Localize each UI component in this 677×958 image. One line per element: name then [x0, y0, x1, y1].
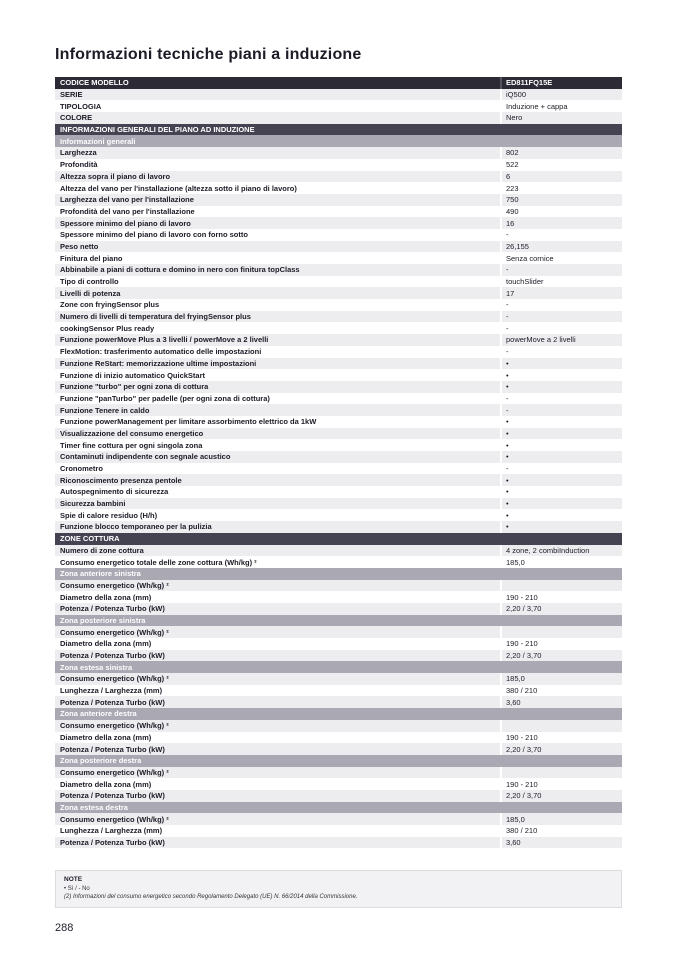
- spec-row: [55, 591, 622, 603]
- note-title: NOTE: [64, 876, 83, 884]
- spec-label: Potenza / Potenza Turbo (kW): [60, 697, 165, 707]
- spec-value: 16: [500, 217, 622, 229]
- spec-label: Profondità: [60, 160, 98, 170]
- spec-label: Potenza / Potenza Turbo (kW): [60, 791, 165, 801]
- subsection-header-row: Zona estesa destra: [55, 802, 622, 814]
- spec-value: -: [500, 463, 622, 475]
- spec-label: Consumo energetico totale delle zone cottura (Wh/kg) ²: [60, 557, 257, 567]
- spec-value: 190 - 210: [500, 732, 622, 744]
- spec-value: 2,20 / 3,70: [500, 790, 622, 802]
- spec-label: Tipo di controllo: [60, 277, 119, 287]
- spec-row: [55, 650, 622, 662]
- spec-label: TIPOLOGIA: [60, 101, 102, 111]
- spec-row: [55, 381, 622, 393]
- spec-value: [500, 720, 622, 732]
- spec-row: [55, 287, 622, 299]
- spec-label: Funzione powerManagement per limitare assorbimento elettrico da 1kW: [60, 417, 317, 427]
- spec-value: 3,60: [500, 696, 622, 708]
- spec-value: 190 - 210: [500, 638, 622, 650]
- page-title: Informazioni tecniche piani a induzione: [55, 46, 362, 63]
- page-number: 288: [55, 922, 74, 934]
- spec-row: [55, 521, 622, 533]
- spec-value: •: [500, 521, 622, 533]
- spec-label: cookingSensor Plus ready: [60, 323, 155, 333]
- spec-row: [55, 498, 622, 510]
- spec-row: [55, 837, 622, 849]
- spec-label: Altezza sopra il piano di lavoro: [60, 171, 171, 181]
- spec-row: [55, 451, 622, 463]
- spec-label: Potenza / Potenza Turbo (kW): [60, 838, 165, 848]
- spec-value: •: [500, 474, 622, 486]
- spec-label: Potenza / Potenza Turbo (kW): [60, 651, 165, 661]
- spec-value: 185,0: [500, 556, 622, 568]
- spec-label: Numero di livelli di temperatura del fryingSensor plus: [60, 312, 251, 322]
- spec-value: •: [500, 428, 622, 440]
- spec-row: [55, 311, 622, 323]
- spec-row: [55, 720, 622, 732]
- spec-label: Livelli di potenza: [60, 288, 121, 298]
- spec-label: Timer fine cottura per ogni singola zona: [60, 440, 203, 450]
- spec-value: 380 / 210: [500, 685, 622, 697]
- spec-row: [55, 825, 622, 837]
- spec-row: [55, 743, 622, 755]
- spec-label: FlexMotion: trasferimento automatico delle impostazioni: [60, 347, 262, 357]
- spec-value: •: [500, 451, 622, 463]
- spec-label: Finitura del piano: [60, 253, 123, 263]
- spec-row: [55, 147, 622, 159]
- spec-value: •: [500, 509, 622, 521]
- spec-label: Funzione Tenere in caldo: [60, 405, 150, 415]
- spec-row: [55, 685, 622, 697]
- spec-label: Numero di zone cottura: [60, 545, 144, 555]
- spec-row: [55, 778, 622, 790]
- spec-value: 4 zone, 2 combiInduction: [500, 545, 622, 557]
- spec-label: Potenza / Potenza Turbo (kW): [60, 744, 165, 754]
- spec-label: Funzione blocco temporaneo per la pulizia: [60, 522, 212, 532]
- spec-label: Peso netto: [60, 241, 99, 251]
- spec-label: Profondità del vano per l'installazione: [60, 206, 195, 216]
- spec-row: [55, 252, 622, 264]
- model-code-value: ED811FQ15E: [500, 77, 622, 89]
- spec-value: -: [500, 322, 622, 334]
- subsection-header-row: Zona estesa sinistra: [55, 661, 622, 673]
- spec-value: 190 - 210: [500, 591, 622, 603]
- spec-label: SERIE: [60, 90, 83, 100]
- spec-row: [55, 112, 622, 124]
- spec-label: Consumo energetico (Wh/kg) ²: [60, 580, 169, 590]
- spec-value: 490: [500, 206, 622, 218]
- spec-row: [55, 89, 622, 101]
- spec-row: [55, 580, 622, 592]
- spec-value: -: [500, 311, 622, 323]
- spec-label: Abbinabile a piani di cottura e domino in nero con finitura topClass: [60, 265, 300, 275]
- spec-row: [55, 673, 622, 685]
- spec-row: [55, 439, 622, 451]
- spec-label: Spie di calore residuo (H/h): [60, 510, 158, 520]
- spec-value: -: [500, 264, 622, 276]
- spec-value: 380 / 210: [500, 825, 622, 837]
- spec-row: [55, 416, 622, 428]
- subsection-header-row: Informazioni generali: [55, 135, 622, 147]
- spec-row: [55, 194, 622, 206]
- spec-label: Funzione powerMove Plus a 3 livelli / powerMove a 2 livelli: [60, 335, 269, 345]
- spec-value: •: [500, 416, 622, 428]
- spec-row: [55, 206, 622, 218]
- spec-value: 2,20 / 3,70: [500, 743, 622, 755]
- spec-row: [55, 767, 622, 779]
- subsection-header-row: Zona posteriore sinistra: [55, 615, 622, 627]
- spec-row: [55, 696, 622, 708]
- section-header-row: ZONE COTTURA: [55, 533, 622, 545]
- spec-value: •: [500, 358, 622, 370]
- model-code-label: CODICE MODELLO: [60, 78, 129, 88]
- spec-row: [55, 346, 622, 358]
- spec-value: powerMove a 2 livelli: [500, 334, 622, 346]
- spec-row: [55, 358, 622, 370]
- spec-value: 6: [500, 171, 622, 183]
- spec-label: Consumo energetico (Wh/kg) ²: [60, 814, 169, 824]
- spec-label: Funzione ReStart: memorizzazione ultime impostazioni: [60, 358, 257, 368]
- spec-value: iQ500: [500, 89, 622, 101]
- spec-label: Larghezza: [60, 148, 97, 158]
- spec-value: 185,0: [500, 813, 622, 825]
- spec-label: Spessore minimo del piano di lavoro: [60, 218, 191, 228]
- spec-value: •: [500, 439, 622, 451]
- spec-label: Larghezza del vano per l'installazione: [60, 195, 194, 205]
- spec-label: Riconoscimento presenza pentole: [60, 475, 182, 485]
- spec-row: [55, 322, 622, 334]
- spec-label: Diametro della zona (mm): [60, 779, 152, 789]
- spec-row: [55, 603, 622, 615]
- spec-row: [55, 463, 622, 475]
- spec-row: [55, 545, 622, 557]
- spec-row: [55, 486, 622, 498]
- section-header-row: INFORMAZIONI GENERALI DEL PIANO AD INDUZIONE: [55, 124, 622, 136]
- spec-label: COLORE: [60, 113, 93, 123]
- note-footnote-line: (2) Informazioni del consumo energetico secondo Regolamento Delegato (UE) N. 66/2014 della Commissione.: [64, 894, 358, 901]
- spec-label: Funzione "panTurbo" per padelle (per ogni zona di cottura): [60, 393, 270, 403]
- spec-row: [55, 813, 622, 825]
- spec-label: Altezza del vano per l'installazione (altezza sotto il piano di lavoro): [60, 183, 297, 193]
- spec-value: 17: [500, 287, 622, 299]
- spec-label: Lunghezza / Larghezza (mm): [60, 826, 163, 836]
- spec-row: [55, 556, 622, 568]
- spec-label: Funzione di inizio automatico QuickStart: [60, 370, 206, 380]
- spec-row: [55, 638, 622, 650]
- note-legend-line: • Sì / - No: [64, 886, 90, 893]
- spec-row: [55, 626, 622, 638]
- spec-row: [55, 474, 622, 486]
- note-box: [55, 870, 622, 908]
- spec-label: Spessore minimo del piano di lavoro con forno sotto: [60, 230, 248, 240]
- spec-label: Sicurezza bambini: [60, 499, 126, 509]
- spec-row: [55, 404, 622, 416]
- spec-label: Funzione "turbo" per ogni zona di cottura: [60, 382, 209, 392]
- spec-value: touchSlider: [500, 276, 622, 288]
- spec-label: Consumo energetico (Wh/kg) ²: [60, 674, 169, 684]
- spec-value: Induzione + cappa: [500, 100, 622, 112]
- spec-value: 2,20 / 3,70: [500, 603, 622, 615]
- spec-label: Consumo energetico (Wh/kg) ²: [60, 721, 169, 731]
- spec-value: [500, 767, 622, 779]
- spec-value: Senza cornice: [500, 252, 622, 264]
- spec-row: [55, 171, 622, 183]
- spec-label: Contaminuti indipendente con segnale acustico: [60, 452, 231, 462]
- model-header-row: [55, 77, 622, 89]
- spec-value: 223: [500, 182, 622, 194]
- spec-label: Lunghezza / Larghezza (mm): [60, 686, 163, 696]
- spec-value: -: [500, 346, 622, 358]
- spec-value: 185,0: [500, 673, 622, 685]
- spec-row: [55, 369, 622, 381]
- spec-value: 522: [500, 159, 622, 171]
- spec-value: 802: [500, 147, 622, 159]
- spec-row: [55, 241, 622, 253]
- spec-label: Zone con fryingSensor plus: [60, 300, 160, 310]
- spec-row: [55, 100, 622, 112]
- spec-value: •: [500, 369, 622, 381]
- spec-row: [55, 334, 622, 346]
- spec-value: 190 - 210: [500, 778, 622, 790]
- spec-row: [55, 428, 622, 440]
- spec-row: [55, 182, 622, 194]
- spec-row: [55, 276, 622, 288]
- spec-row: [55, 299, 622, 311]
- spec-value: [500, 580, 622, 592]
- spec-row: [55, 217, 622, 229]
- spec-value: •: [500, 498, 622, 510]
- spec-row: [55, 159, 622, 171]
- spec-value: -: [500, 299, 622, 311]
- spec-row: [55, 509, 622, 521]
- spec-row: [55, 393, 622, 405]
- spec-value: 3,60: [500, 837, 622, 849]
- subsection-header-row: Zona anteriore destra: [55, 708, 622, 720]
- spec-value: 26,155: [500, 241, 622, 253]
- subsection-header-row: Zona anteriore sinistra: [55, 568, 622, 580]
- spec-value: -: [500, 229, 622, 241]
- spec-row: [55, 264, 622, 276]
- spec-value: 750: [500, 194, 622, 206]
- spec-label: Diametro della zona (mm): [60, 592, 152, 602]
- spec-value: [500, 626, 622, 638]
- spec-row: [55, 229, 622, 241]
- spec-label: Diametro della zona (mm): [60, 639, 152, 649]
- subsection-header-row: Zona posteriore destra: [55, 755, 622, 767]
- spec-label: Cronometro: [60, 464, 103, 474]
- spec-label: Visualizzazione del consumo energetico: [60, 428, 204, 438]
- spec-row: [55, 732, 622, 744]
- spec-value: 2,20 / 3,70: [500, 650, 622, 662]
- spec-table: [55, 77, 622, 848]
- spec-label: Autospegnimento di sicurezza: [60, 487, 169, 497]
- spec-value: -: [500, 404, 622, 416]
- spec-value: Nero: [500, 112, 622, 124]
- spec-row: [55, 790, 622, 802]
- spec-label: Consumo energetico (Wh/kg) ²: [60, 767, 169, 777]
- spec-value: •: [500, 486, 622, 498]
- spec-label: Consumo energetico (Wh/kg) ²: [60, 627, 169, 637]
- spec-value: -: [500, 393, 622, 405]
- spec-label: Diametro della zona (mm): [60, 732, 152, 742]
- spec-label: Potenza / Potenza Turbo (kW): [60, 604, 165, 614]
- spec-value: •: [500, 381, 622, 393]
